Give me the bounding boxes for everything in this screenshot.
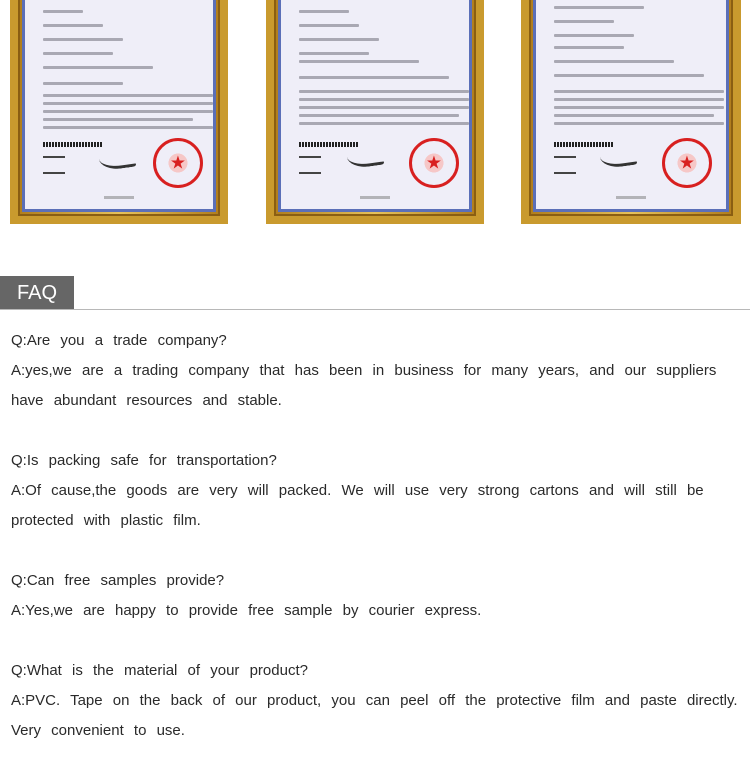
certificate-image <box>10 0 228 224</box>
divider <box>0 309 750 310</box>
faq-answer: A:PVC. Tape on the back of our product, you can peel off the protective film and paste directly. Very convenient to use. <box>11 692 738 739</box>
faq-title: FAQ <box>0 276 74 310</box>
faq-question: Q:What is the material of your product? <box>11 662 308 679</box>
faq-question: Q:Are you a trade company? <box>11 332 227 349</box>
faq-answer: A:Of cause,the goods are very will packed. We will use very strong cartons and will still be protected with plastic film. <box>11 482 704 529</box>
certificate-image <box>521 0 741 224</box>
faq-answer: A:Yes,we are happy to provide free sample by courier express. <box>11 602 482 619</box>
certificates-strip <box>0 0 750 228</box>
faq-question: Q:Can free samples provide? <box>11 572 225 589</box>
faq-question: Q:Is packing safe for transportation? <box>11 452 277 469</box>
certificate-image <box>266 0 484 224</box>
faq-answer: A:yes,we are a trading company that has been in business for many years, and our suppliers have abundant resources and stable. <box>11 362 717 409</box>
